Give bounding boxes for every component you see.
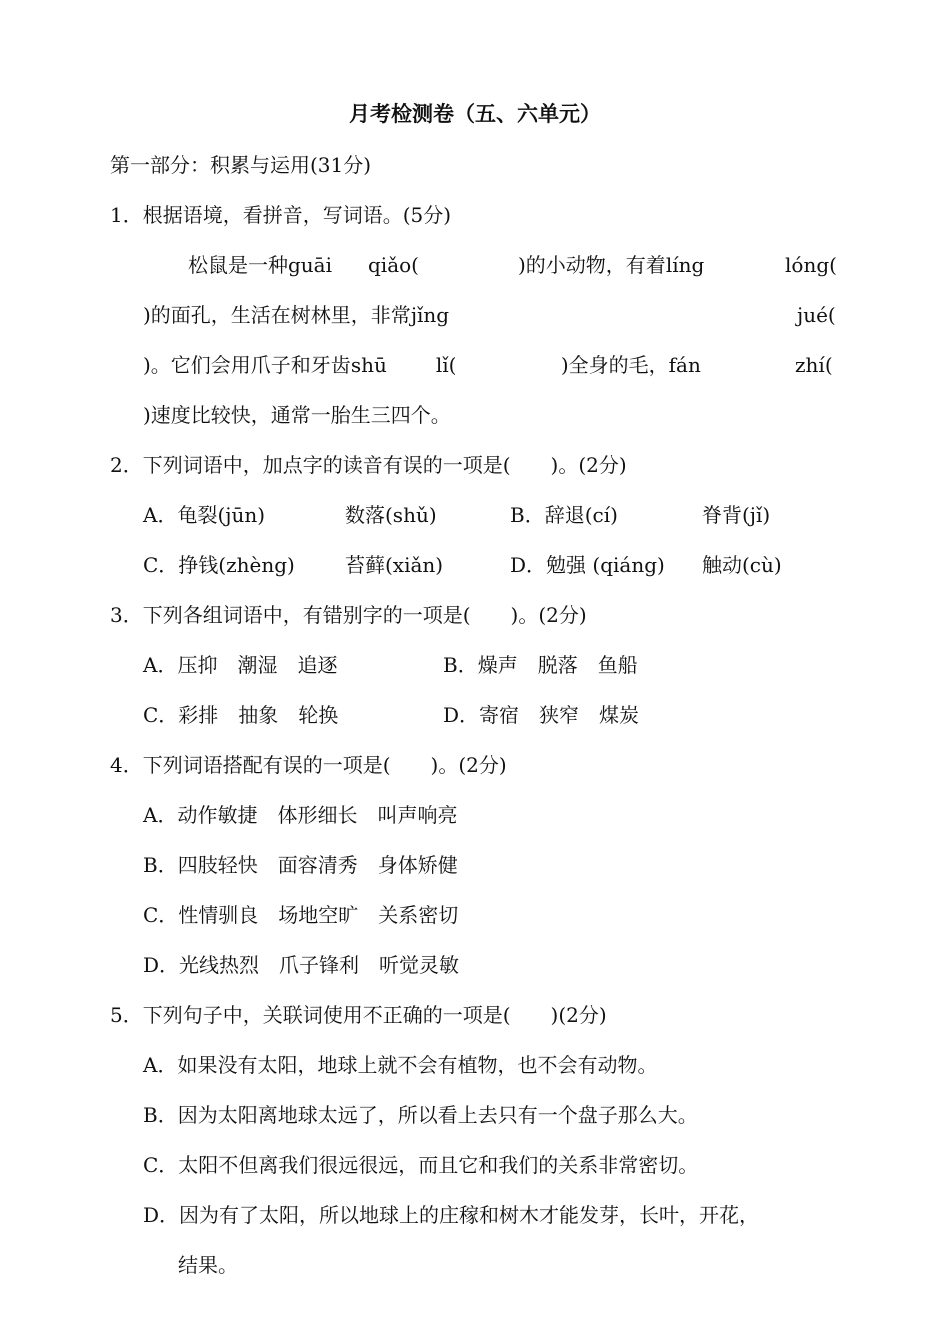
q2-row-2 <box>143 550 782 580</box>
q2-option-b-2: 脊背(jǐ) <box>702 503 771 527</box>
q1-line-4: )速度比较快，通常一胎生三四个。 <box>143 403 451 427</box>
pinyin: líng <box>665 253 705 277</box>
q2-stem: 2．下列词语中，加点字的读音有误的一项是( )。(2分) <box>110 453 627 477</box>
pinyin: fán <box>668 353 701 377</box>
q2-option-b-1: B．辞退(cí) <box>510 503 618 527</box>
q5-option-d-continuation: 结果。 <box>178 1253 238 1277</box>
q2-option-c-2: 苔藓(xiǎn) <box>345 553 444 577</box>
q5-option-c: C．太阳不但离我们很远很远，而且它和我们的关系非常密切。 <box>143 1153 699 1177</box>
q1-line-2 <box>143 300 449 330</box>
q3-option-c: C．彩排 抽象 轮换 <box>143 703 339 727</box>
q3-stem: 3．下列各组词语中，有错别字的一项是( )。(2分) <box>110 603 587 627</box>
q4-option-a: A．动作敏捷 体形细长 叫声响亮 <box>143 803 458 827</box>
pinyin: shū <box>350 353 387 377</box>
pinyin: jué( <box>797 303 836 327</box>
q3-row-1 <box>143 650 638 680</box>
q2-option-d-2: 触动(cù) <box>702 553 782 577</box>
q3-option-a: A．压抑 潮湿 追逐 <box>143 653 338 677</box>
q2-option-c-1: C．挣钱(zhèng) <box>143 553 295 577</box>
page-title: 月考检测卷（五、六单元） <box>349 101 601 126</box>
q3-option-d: D．寄宿 狭窄 煤炭 <box>443 703 640 727</box>
q5-option-b: B．因为太阳离地球太远了，所以看上去只有一个盘子那么大。 <box>143 1103 698 1127</box>
part-heading: 第一部分：积累与运用(31分) <box>110 153 372 177</box>
q1-text: 松鼠是一种 <box>188 253 288 277</box>
pinyin: lǐ( <box>435 353 457 377</box>
q1-line-1 <box>188 250 751 280</box>
q1-text: )的小动物，有着 <box>518 253 666 277</box>
q2-row-1 <box>143 500 770 530</box>
q2-option-a-1: A．龟裂(jūn) <box>143 503 266 527</box>
q1-text: )全身的毛， <box>560 353 669 377</box>
pinyin: qiǎo( <box>368 253 419 277</box>
q1-text: )的面孔，生活在树林里，非常 <box>143 303 411 327</box>
pinyin: zhí( <box>795 353 833 377</box>
pinyin: guāi <box>288 253 333 277</box>
q1-text: )。它们会用爪子和牙齿 <box>143 353 351 377</box>
q3-row-2 <box>143 700 639 730</box>
q5-stem: 5．下列句子中，关联词使用不正确的一项是( )(2分) <box>110 1003 607 1027</box>
q5-option-d: D．因为有了太阳，所以地球上的庄稼和树木才能发芽，长叶，开花， <box>143 1203 760 1227</box>
pinyin: jǐng <box>410 303 450 327</box>
q1-stem: 1．根据语境，看拼音，写词语。(5分) <box>110 203 452 227</box>
q1-line-3 <box>143 350 701 380</box>
q5-option-a: A．如果没有太阳，地球上就不会有植物，也不会有动物。 <box>143 1053 658 1077</box>
q2-option-d-1: D．勉强 (qiáng) <box>510 553 665 577</box>
q3-option-b: B．燥声 脱落 鱼船 <box>443 653 638 677</box>
q4-option-b: B．四肢轻快 面容清秀 身体矫健 <box>143 853 458 877</box>
q4-stem: 4．下列词语搭配有误的一项是( )。(2分) <box>110 753 507 777</box>
q4-option-d: D．光线热烈 爪子锋利 听觉灵敏 <box>143 953 460 977</box>
q2-option-a-2: 数落(shǔ) <box>345 503 437 527</box>
pinyin: lóng( <box>785 253 837 277</box>
q4-option-c: C．性情驯良 场地空旷 关系密切 <box>143 903 459 927</box>
